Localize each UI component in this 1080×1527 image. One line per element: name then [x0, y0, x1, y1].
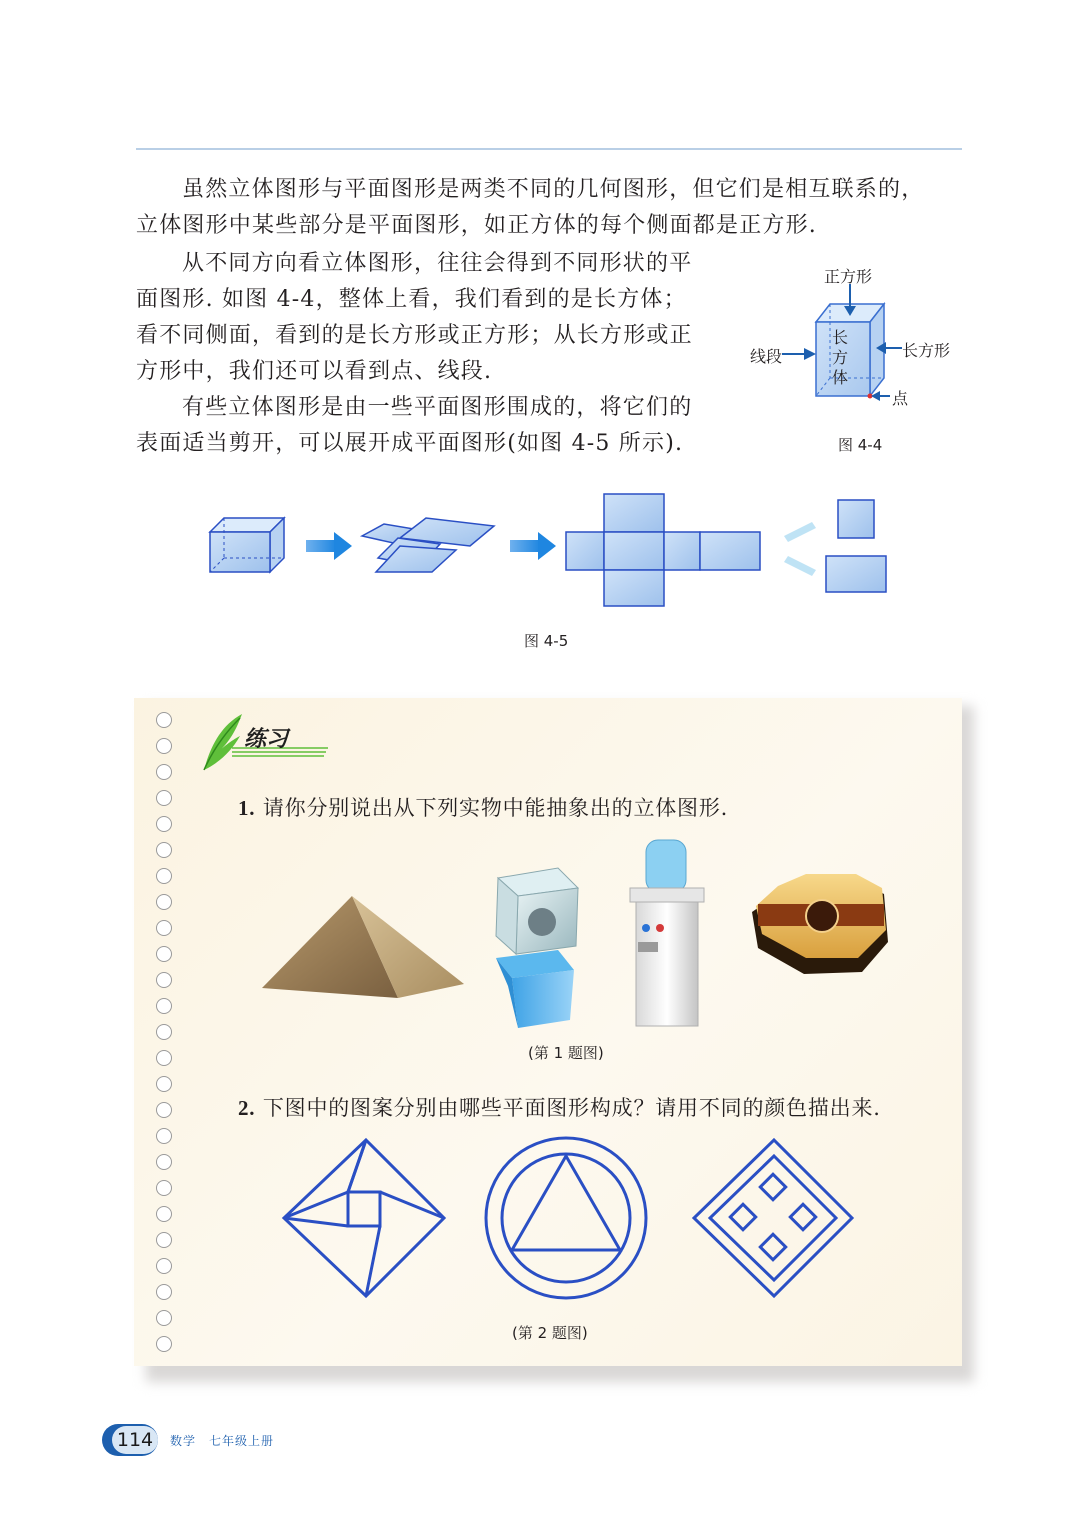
question-2-number: 2.	[238, 1096, 256, 1120]
binding-ring	[156, 920, 172, 936]
separated-faces	[826, 500, 886, 592]
paragraph-2-line-2: 面图形. 如图 4-4，整体上看，我们看到的是长方体；	[136, 287, 687, 312]
split-arrows	[784, 522, 816, 576]
question-1-number: 1.	[238, 796, 256, 820]
octagonal-box-photo	[752, 874, 888, 974]
binding-ring	[156, 738, 172, 754]
binding-ring	[156, 816, 172, 832]
binding-ring	[156, 1336, 172, 1352]
cuboid-net	[566, 494, 760, 606]
pattern-circle-triangle	[486, 1138, 646, 1298]
binding-ring	[156, 790, 172, 806]
question-1	[238, 792, 728, 822]
binding-ring	[156, 1154, 172, 1170]
cuboid-char-2: 方	[832, 348, 849, 367]
binding-ring	[156, 1206, 172, 1222]
binding-ring	[156, 972, 172, 988]
question-2-patterns	[276, 1132, 866, 1312]
paragraph-3-line-2: 表面适当剪开，可以展开成平面图形(如图 4-5 所示).	[136, 431, 684, 456]
feather-icon	[204, 714, 242, 770]
paragraph-1-line-2: 立体图形中某些部分是平面图形，如正方体的每个侧面都是正方形.	[136, 213, 817, 238]
binding-ring	[156, 946, 172, 962]
binding-ring	[156, 1128, 172, 1144]
callout-point: 点	[892, 389, 909, 408]
callout-rectangle: 长方形	[902, 341, 951, 360]
callout-square: 正方形	[824, 267, 873, 286]
book-title: 数学 七年级上册	[170, 1434, 275, 1448]
binding-ring	[156, 1232, 172, 1248]
binding-ring	[156, 712, 172, 728]
page-number: 114	[116, 1429, 154, 1451]
binding-ring	[156, 1258, 172, 1274]
binding-ring	[156, 1024, 172, 1040]
question-1-caption: (第 1 题图)	[528, 1044, 604, 1062]
binding-ring	[156, 1310, 172, 1326]
binding-ring	[156, 842, 172, 858]
paragraph-2-line-1: 从不同方向看立体图形，往往会得到不同形状的平	[182, 251, 693, 276]
question-1-images	[258, 838, 898, 1030]
paragraph-2-line-3: 看不同侧面，看到的是长方形或正方形；从长方形或正	[136, 323, 693, 348]
cuboid-char-3: 体	[832, 368, 849, 387]
display-case-photo	[496, 868, 578, 1028]
question-2-text: 下图中的图案分别由哪些平面图形构成？请用不同的颜色描出来.	[262, 1096, 881, 1120]
binding-ring	[156, 868, 172, 884]
paragraph-2-line-4: 方形中，我们还可以看到点、线段.	[136, 359, 493, 384]
pyramid-photo	[262, 896, 464, 998]
binding-ring	[156, 1050, 172, 1066]
pattern-square-pinwheel	[284, 1140, 444, 1296]
binding-ring	[156, 1076, 172, 1092]
unfolding-faces	[362, 518, 494, 572]
figure-4-4	[740, 258, 970, 458]
binding-ring	[156, 894, 172, 910]
arrow-right-2	[510, 532, 556, 560]
cuboid-char-1: 长	[832, 328, 849, 347]
cuboid-label	[832, 328, 848, 388]
binding-ring	[156, 1180, 172, 1196]
pattern-nested-diamonds	[694, 1140, 852, 1296]
binding-ring	[156, 1102, 172, 1118]
water-cooler-photo	[630, 840, 704, 1026]
question-2	[238, 1092, 881, 1122]
cuboid-3d	[210, 518, 284, 572]
exercise-title: 练习	[244, 727, 289, 752]
figure-4-4-label: 图 4-4	[838, 436, 883, 454]
binding-ring	[156, 1284, 172, 1300]
binding-ring	[156, 764, 172, 780]
arrow-right-1	[306, 532, 352, 560]
paragraph-1-line-1: 虽然立体图形与平面图形是两类不同的几何图形，但它们是相互联系的，	[182, 177, 925, 202]
figure-4-5	[200, 488, 900, 612]
binding-ring	[156, 998, 172, 1014]
figure-4-5-label: 图 4-5	[524, 632, 569, 650]
question-2-caption: (第 2 题图)	[512, 1324, 588, 1342]
question-1-text: 请你分别说出从下列实物中能抽象出的立体图形.	[262, 796, 729, 820]
callout-segment: 线段	[750, 347, 783, 366]
paragraph-3-line-1: 有些立体图形是由一些平面图形围成的，将它们的	[182, 395, 693, 420]
header-rule	[136, 148, 962, 150]
